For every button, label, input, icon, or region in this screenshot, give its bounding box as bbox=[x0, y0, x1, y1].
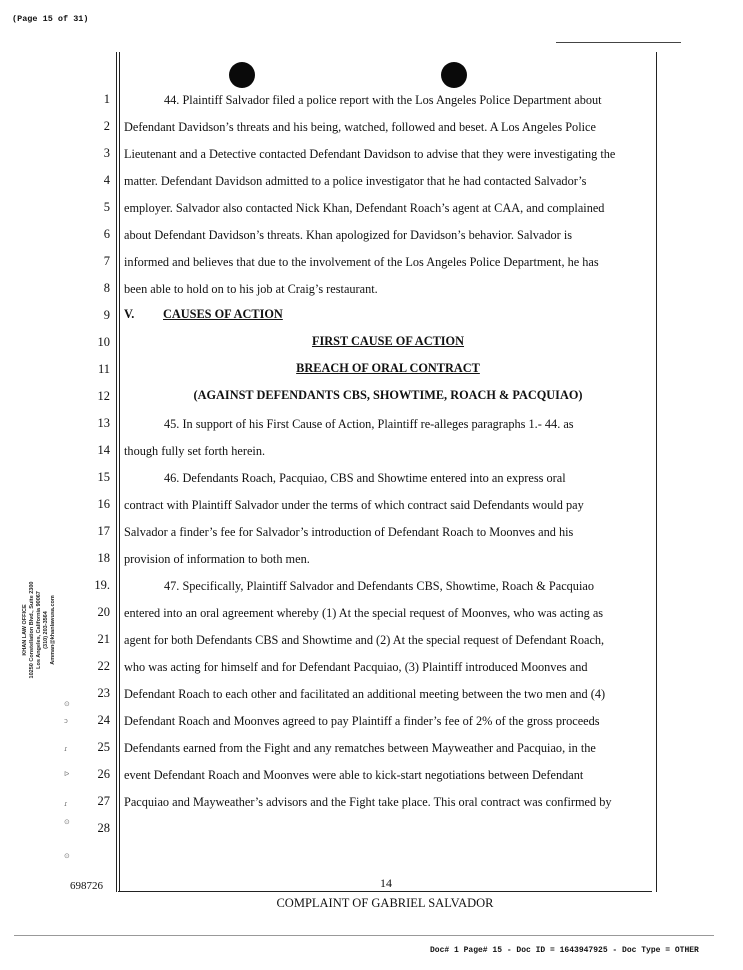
scan-artifact-line bbox=[556, 42, 681, 43]
pleading-line: employer. Salvador also contacted Nick Khan, Defendant Roach’s agent at CAA, and complained bbox=[124, 201, 605, 215]
footer-rule bbox=[118, 891, 652, 892]
pleading-line: 47. Specifically, Plaintiff Salvador and Defendants CBS, Showtime, Roach & Pacquiao bbox=[164, 579, 594, 593]
cause-title: FIRST CAUSE OF ACTION bbox=[311, 334, 465, 348]
line-number: 18 bbox=[97, 551, 110, 565]
pleading-line: entered into an oral agreement whereby (1) At the special request of Moonves, who was acting as bbox=[124, 606, 604, 620]
pleading-line: Salvador a finder’s fee for Salvador’s introduction of Defendant Roach to Moonves and his bbox=[124, 525, 574, 539]
binder-hole-left bbox=[229, 62, 255, 88]
pleading-line: provision of information to both men. bbox=[124, 552, 310, 566]
line-number: 4 bbox=[103, 173, 110, 187]
right-margin-rule bbox=[656, 52, 657, 892]
line-number: 13 bbox=[97, 416, 110, 430]
pleading-line: 45. In support of his First Cause of Action, Plaintiff re-alleges paragraphs 1.- 44. as bbox=[164, 417, 574, 431]
firm-email: Amman@khanlawusa.com bbox=[49, 595, 56, 665]
firm-stamp bbox=[22, 560, 56, 700]
pleading-line: informed and believes that due to the involvement of the Los Angeles Police Department, he has bbox=[124, 255, 599, 269]
pleading-line: Defendant Davidson’s threats and his being, watched, followed and beset. A Los Angeles Police bbox=[124, 120, 596, 134]
pleading-line: about Defendant Davidson’s threats. Khan apologized for Davidson’s behavior. Salvador is bbox=[124, 228, 573, 242]
line-number: 14 bbox=[97, 443, 110, 457]
firm-address: 10250 Constellation Blvd., Suite 2300 bbox=[28, 581, 35, 679]
pleading-line: Lieutenant and a Detective contacted Defendant Davidson to advise that they were investigating the bbox=[124, 147, 616, 161]
pleading-line: Defendant Roach and Moonves agreed to pay Plaintiff a finder’s fee of 2% of the gross proceeds bbox=[124, 714, 600, 728]
line-number: 10 bbox=[97, 335, 110, 349]
left-margin-rule-inner bbox=[119, 52, 120, 892]
line-number: 16 bbox=[97, 497, 110, 511]
pleading-line: contract with Plaintiff Salvador under the terms of which contract said Defendants would pay bbox=[124, 498, 584, 512]
line-number: 3 bbox=[103, 146, 110, 160]
line-number: 24 bbox=[97, 713, 110, 727]
scan-artifact-line bbox=[14, 935, 714, 936]
line-number: 6 bbox=[103, 227, 110, 241]
pleading-line: been able to hold on to his job at Craig’s restaurant. bbox=[124, 282, 378, 296]
pleading-line: 44. Plaintiff Salvador filed a police report with the Los Angeles Police Department about bbox=[164, 93, 602, 107]
line-number: 22 bbox=[97, 659, 110, 673]
line-number: 1 bbox=[103, 92, 110, 106]
line-number: 2 bbox=[103, 119, 110, 133]
pleading-line: Pacquiao and Mayweather’s advisors and the Fight take place. This oral contract was confirmed by bbox=[124, 795, 612, 809]
pleading-line: who was acting for himself and for Defendant Pacquiao, (3) Plaintiff introduced Moonves and bbox=[124, 660, 588, 674]
pleading-line: event Defendant Roach and Moonves were able to kick-start negotiations between Defendant bbox=[124, 768, 584, 782]
line-number: 15 bbox=[97, 470, 110, 484]
scan-mark: ɾ bbox=[64, 800, 68, 808]
pleading-line: Defendant Roach to each other and facilitated an additional meeting between the two men and (4) bbox=[124, 687, 606, 701]
scan-footer: Doc# 1 Page# 15 - Doc ID = 1643947925 - Doc Type = OTHER bbox=[430, 946, 699, 955]
section-number: V. bbox=[124, 307, 135, 321]
line-number: 27 bbox=[97, 794, 110, 808]
footer-doc-id: 698726 bbox=[70, 880, 103, 892]
pleading-line: Defendants earned from the Fight and any rematches between Mayweather and Pacquiao, in the bbox=[124, 741, 596, 755]
line-number: 19. bbox=[94, 578, 110, 592]
pleading-line: though fully set forth herein. bbox=[124, 444, 266, 458]
binder-hole-right bbox=[441, 62, 467, 88]
line-number: 8 bbox=[103, 281, 110, 295]
pleading-line: matter. Defendant Davidson admitted to a police investigator that he had contacted Salvador’s bbox=[124, 174, 587, 188]
line-number: 20 bbox=[97, 605, 110, 619]
page-indicator: (Page 15 of 31) bbox=[12, 14, 89, 24]
cause-subtitle: BREACH OF ORAL CONTRACT bbox=[296, 361, 480, 375]
line-number: 21 bbox=[97, 632, 110, 646]
line-number: 25 bbox=[97, 740, 110, 754]
scan-mark: ↄ bbox=[64, 717, 68, 725]
firm-name: KHAN LAW OFFICE bbox=[22, 604, 28, 656]
firm-city: Los Angeles, California 90067 bbox=[35, 591, 42, 669]
pleading-line: agent for both Defendants CBS and Showtime and (2) At the special request of Defendant Roach, bbox=[124, 633, 605, 647]
scan-mark: ⊙ bbox=[64, 818, 70, 826]
scan-mark: ⊙ bbox=[64, 700, 70, 708]
line-number: 7 bbox=[103, 254, 110, 268]
line-number: 9 bbox=[103, 308, 110, 322]
line-number: 5 bbox=[103, 200, 110, 214]
line-number: 12 bbox=[97, 389, 110, 403]
footer-page-number: 14 bbox=[380, 876, 392, 890]
line-number: 28 bbox=[97, 821, 110, 835]
line-number: 17 bbox=[97, 524, 110, 538]
footer-title: COMPLAINT OF GABRIEL SALVADOR bbox=[276, 896, 494, 910]
line-number: 23 bbox=[97, 686, 110, 700]
left-margin-rule-outer bbox=[116, 52, 117, 892]
scan-mark: ɾ bbox=[64, 745, 68, 753]
cause-parties: (AGAINST DEFENDANTS CBS, SHOWTIME, ROACH & PACQUIAO) bbox=[193, 388, 583, 402]
section-title: CAUSES OF ACTION bbox=[163, 307, 283, 321]
pleading-line: 46. Defendants Roach, Pacquiao, CBS and Showtime entered into an express oral bbox=[164, 471, 566, 485]
scan-mark: ᐅ bbox=[64, 770, 70, 778]
firm-phone: (310) 203-3564 bbox=[42, 611, 49, 649]
scan-mark: ⊙ bbox=[64, 852, 70, 860]
line-number: 11 bbox=[97, 362, 110, 376]
line-number: 26 bbox=[97, 767, 110, 781]
